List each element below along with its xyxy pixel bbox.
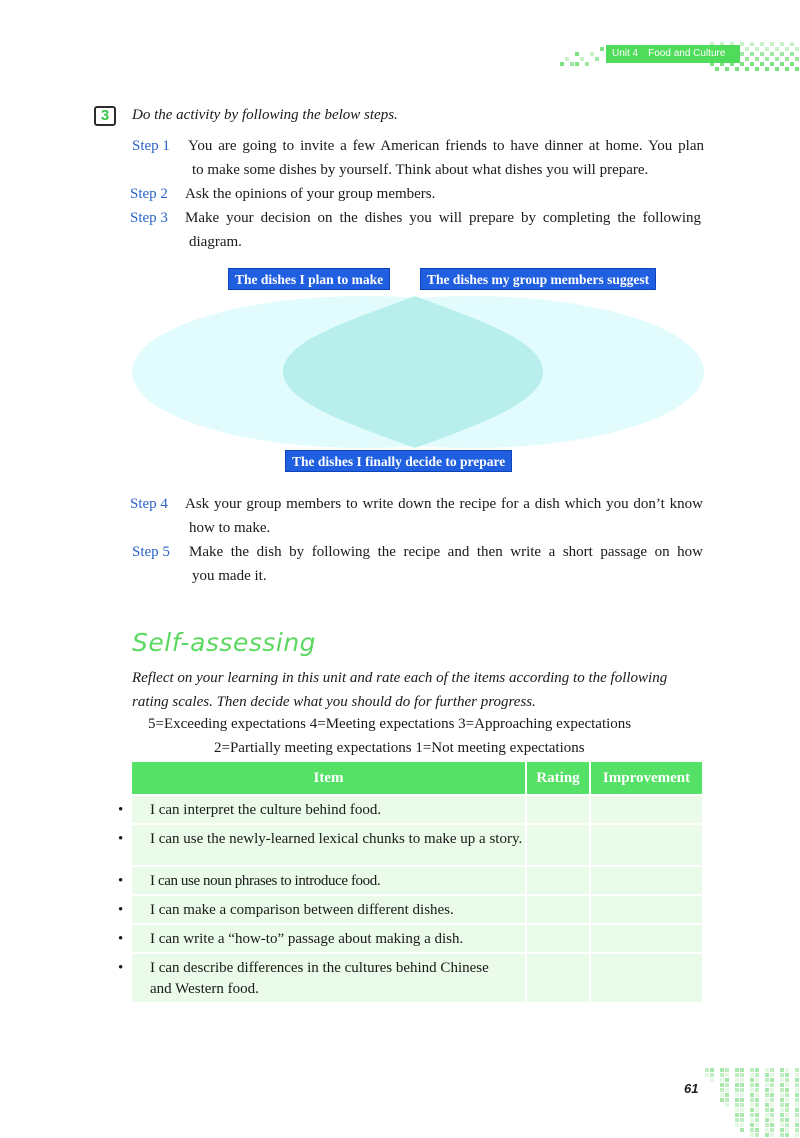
pixel-square [740, 1128, 744, 1132]
pixel-square [750, 1108, 754, 1112]
pixel-square [735, 1123, 739, 1127]
pixel-square [740, 42, 744, 46]
pixel-square [775, 47, 779, 51]
pixel-square [780, 1133, 784, 1137]
pixel-square [780, 1078, 784, 1082]
pixel-square [755, 1088, 759, 1092]
rating-cell[interactable] [526, 795, 590, 824]
pixel-square [745, 57, 749, 61]
pixel-square [785, 1093, 789, 1097]
pixel-square [750, 1068, 754, 1072]
pixel-square [725, 1098, 729, 1102]
pixel-square [785, 1118, 789, 1122]
pixel-square [770, 1083, 774, 1087]
pixel-square [755, 1073, 759, 1077]
pixel-square [750, 52, 754, 56]
pixel-square [740, 1123, 744, 1127]
pixel-square [780, 42, 784, 46]
pixel-square [740, 1108, 744, 1112]
table-row: • I can interpret the culture behind food. [132, 795, 702, 824]
pixel-square [785, 1083, 789, 1087]
pixel-square [575, 52, 579, 56]
pixel-square [780, 52, 784, 56]
pixel-square [740, 1088, 744, 1092]
pixel-square [725, 1073, 729, 1077]
pixel-square [735, 1088, 739, 1092]
pixel-square [770, 1093, 774, 1097]
pixel-square [750, 1098, 754, 1102]
pixel-square [735, 1083, 739, 1087]
pixel-square [735, 1103, 739, 1107]
step-5-line-1: Make the dish by following the recipe and then write a short passage on how [189, 544, 703, 560]
pixel-square [795, 1078, 799, 1082]
pixel-square [775, 57, 779, 61]
pixel-square [750, 1113, 754, 1117]
pixel-square [755, 57, 759, 61]
pixel-square [785, 1073, 789, 1077]
pixel-square [785, 1123, 789, 1127]
pixel-square [750, 1078, 754, 1082]
pixel-square [765, 1133, 769, 1137]
pixel-square [785, 1113, 789, 1117]
pixel-square [725, 1078, 729, 1082]
pixel-square [780, 1108, 784, 1112]
pixel-square [585, 62, 589, 66]
pixel-square [575, 62, 579, 66]
pixel-square [740, 1118, 744, 1122]
pixel-square [770, 1088, 774, 1092]
pixel-square [785, 1088, 789, 1092]
improvement-cell[interactable] [590, 795, 702, 824]
pixel-square [750, 1103, 754, 1107]
item-text: I can write a “how-to” passage about making a dish. [150, 931, 464, 947]
pixel-square [735, 1098, 739, 1102]
self-assessment-table [118, 762, 702, 1002]
pixel-square [565, 57, 569, 61]
pixel-square [795, 1108, 799, 1112]
unit-topic: Food and Culture [648, 48, 726, 59]
pixel-square [765, 1073, 769, 1077]
pixel-square [750, 62, 754, 66]
pixel-square [785, 1108, 789, 1112]
header-rating: Rating [526, 762, 590, 795]
table-row: • I can write a “how-to” passage about making a dish. [132, 924, 702, 953]
pixel-square [770, 62, 774, 66]
pixel-square [725, 1093, 729, 1097]
pixel-square [785, 1133, 789, 1137]
pixel-square [720, 1098, 724, 1102]
pixel-square [755, 1128, 759, 1132]
table-row: • I can make a comparison between different dishes. [132, 895, 702, 924]
header-improvement: Improvement [590, 762, 702, 795]
item-text: I can describe differences in the cultures behind Chinese and Western food. [150, 960, 489, 997]
pixel-square [745, 47, 749, 51]
self-assessing-title: Self-assessing [132, 628, 317, 657]
pixel-square [740, 1103, 744, 1107]
pixel-square [780, 1103, 784, 1107]
pixel-square [750, 1073, 754, 1077]
pixel-square [740, 1083, 744, 1087]
pixel-square [740, 1098, 744, 1102]
pixel-square [795, 1088, 799, 1092]
page-number: 61 [684, 1081, 699, 1096]
pixel-square [770, 1073, 774, 1077]
pixel-square [785, 47, 789, 51]
pixel-square [755, 1123, 759, 1127]
pixel-square [750, 42, 754, 46]
pixel-square [740, 62, 744, 66]
pixel-square [790, 62, 794, 66]
pixel-square [745, 67, 749, 71]
pixel-square [780, 1123, 784, 1127]
item-text: I can use noun phrases to introduce food. [150, 873, 381, 889]
improvement-cell[interactable] [590, 866, 702, 895]
pixel-square [795, 1098, 799, 1102]
pixel-square [755, 67, 759, 71]
pixel-square [765, 1103, 769, 1107]
pixel-square [795, 57, 799, 61]
pixel-square [570, 62, 574, 66]
pixel-square [770, 1108, 774, 1112]
table-header-row [132, 762, 702, 795]
rating-scale-line-1: 5=Exceeding expectations 4=Meeting expectations 3=Approaching expectations [148, 716, 632, 732]
pixel-square [725, 67, 729, 71]
pixel-square [770, 1103, 774, 1107]
pixel-square [720, 1093, 724, 1097]
pixel-square [760, 62, 764, 66]
pixel-square [755, 1103, 759, 1107]
step-2-text: Ask the opinions of your group members. [185, 186, 436, 202]
pixel-square [705, 1068, 709, 1072]
pixel-square [755, 1133, 759, 1137]
improvement-cell[interactable] [590, 895, 702, 924]
pixel-square [740, 1068, 744, 1072]
pixel-square [755, 1078, 759, 1082]
pixel-square [755, 1108, 759, 1112]
pixel-square [755, 1118, 759, 1122]
pixel-square [710, 1068, 714, 1072]
step-5-label: Step 5 [132, 544, 170, 560]
pixel-square [750, 1133, 754, 1137]
pixel-square [795, 1083, 799, 1087]
venn-bottom-label: The dishes I finally decide to prepare [285, 450, 512, 472]
pixel-square [780, 1118, 784, 1122]
pixel-square [780, 1068, 784, 1072]
pixel-square [750, 1093, 754, 1097]
pixel-square [780, 1088, 784, 1092]
pixel-square [780, 62, 784, 66]
item-text: I can make a comparison between different dishes. [150, 902, 454, 918]
pixel-square [740, 1113, 744, 1117]
pixel-square [795, 1073, 799, 1077]
pixel-square [735, 1118, 739, 1122]
pixel-square [795, 1068, 799, 1072]
pixel-square [780, 1083, 784, 1087]
pixel-square [765, 1108, 769, 1112]
table-row: • I can use noun phrases to introduce food. [132, 866, 702, 895]
improvement-cell[interactable] [590, 824, 702, 866]
pixel-square [720, 1073, 724, 1077]
step-1-label: Step 1 [132, 138, 170, 154]
pixel-square [755, 1098, 759, 1102]
pixel-square [710, 1073, 714, 1077]
pixel-square [770, 42, 774, 46]
pixel-square [765, 1068, 769, 1072]
pixel-square [720, 1088, 724, 1092]
pixel-square [760, 42, 764, 46]
rating-cell[interactable] [526, 824, 590, 866]
rating-cell[interactable] [526, 953, 590, 1002]
activity-number-badge: 3 [94, 106, 116, 126]
unit-tab [606, 45, 740, 63]
pixel-square [765, 1123, 769, 1127]
pixel-square [705, 1073, 709, 1077]
pixel-square [725, 1103, 729, 1107]
pixel-square [600, 47, 604, 51]
pixel-square [765, 57, 769, 61]
item-text: I can use the newly-learned lexical chunks to make up a story. [150, 831, 523, 847]
step-4-label: Step 4 [130, 496, 168, 512]
pixel-square [755, 1093, 759, 1097]
step-5-line-2: you made it. [192, 568, 267, 584]
pixel-square [795, 1113, 799, 1117]
pixel-square [560, 62, 564, 66]
pixel-square [780, 1098, 784, 1102]
step-4-line-1: Ask your group members to write down the recipe for a dish which you don’t know [185, 496, 703, 512]
pixel-square [765, 1088, 769, 1092]
pixel-square [765, 1078, 769, 1082]
step-1-line-2: to make some dishes by yourself. Think about what dishes you will prepare. [192, 162, 649, 178]
pixel-square [765, 1098, 769, 1102]
pixel-square [735, 1113, 739, 1117]
pixel-square [785, 1068, 789, 1072]
pixel-square [720, 1068, 724, 1072]
activity-instruction: Do the activity by following the below steps. [132, 107, 398, 123]
pixel-square [765, 1113, 769, 1117]
pixel-square [735, 1068, 739, 1072]
pixel-square [750, 1123, 754, 1127]
venn-left-label: The dishes I plan to make [228, 268, 390, 290]
pixel-square [735, 1078, 739, 1082]
step-1-line-1: You are going to invite a few American friends to have dinner at home. You plan [188, 138, 704, 154]
pixel-square [795, 1133, 799, 1137]
step-3-line-1: Make your decision on the dishes you will prepare by completing the following [185, 210, 701, 226]
pixel-square [770, 1128, 774, 1132]
rating-cell[interactable] [526, 924, 590, 953]
pixel-square [710, 1078, 714, 1082]
step-4-line-2: how to make. [189, 520, 271, 536]
pixel-square [755, 1068, 759, 1072]
pixel-square [770, 1068, 774, 1072]
pixel-square [755, 1113, 759, 1117]
pixel-square [785, 57, 789, 61]
pixel-square [765, 1083, 769, 1087]
pixel-square [795, 1118, 799, 1122]
pixel-square [785, 1103, 789, 1107]
pixel-square [765, 1118, 769, 1122]
pixel-square [595, 57, 599, 61]
table-row: • I can describe differences in the cultures behind Chinese and Western food. [132, 953, 702, 1002]
improvement-cell[interactable] [590, 924, 702, 953]
header-item: Item [132, 762, 526, 795]
pixel-square [735, 1108, 739, 1112]
step-3-line-2: diagram. [189, 234, 242, 250]
pixel-square [755, 1083, 759, 1087]
pixel-square [770, 1078, 774, 1082]
pixel-square [765, 1093, 769, 1097]
pixel-square [770, 52, 774, 56]
pixel-square [740, 1073, 744, 1077]
pixel-square [765, 67, 769, 71]
rating-cell[interactable] [526, 866, 590, 895]
pixel-square [760, 52, 764, 56]
pixel-square [735, 1093, 739, 1097]
pixel-square [795, 1103, 799, 1107]
pixel-square [755, 47, 759, 51]
item-text: I can interpret the culture behind food. [150, 802, 382, 818]
pixel-square [765, 47, 769, 51]
pixel-square [720, 1083, 724, 1087]
pixel-square [715, 67, 719, 71]
pixel-square [725, 1068, 729, 1072]
pixel-square [720, 1078, 724, 1082]
pixel-square [590, 52, 594, 56]
venn-diagram [128, 290, 708, 455]
pixel-square [780, 1128, 784, 1132]
pixel-square [785, 1128, 789, 1132]
pixel-square [770, 1098, 774, 1102]
self-assessing-intro: Reflect on your learning in this unit and rate each of the items according to the following rating scales. Then decide what you should do for further progress. [132, 670, 668, 710]
pixel-square [775, 67, 779, 71]
table-row: • I can use the newly-learned lexical chunks to make up a story. [132, 824, 702, 866]
pixel-square [795, 1123, 799, 1127]
pixel-square [750, 1118, 754, 1122]
pixel-square [795, 47, 799, 51]
venn-right-label: The dishes my group members suggest [420, 268, 656, 290]
pixel-square [750, 1083, 754, 1087]
pixel-square [785, 1098, 789, 1102]
pixel-square [580, 57, 584, 61]
pixel-square [770, 1123, 774, 1127]
pixel-square [785, 1078, 789, 1082]
pixel-square [780, 1073, 784, 1077]
pixel-square [765, 1128, 769, 1132]
pixel-square [770, 1133, 774, 1137]
pixel-square [740, 1078, 744, 1082]
step-3-label: Step 3 [130, 210, 168, 226]
rating-scale-line-2: 2=Partially meeting expectations 1=Not meeting expectations [214, 740, 585, 756]
pixel-square [790, 52, 794, 56]
pixel-square [740, 52, 744, 56]
pixel-square [795, 1128, 799, 1132]
footer-pixel-decoration [700, 1068, 800, 1138]
pixel-square [770, 1118, 774, 1122]
pixel-square [735, 1073, 739, 1077]
pixel-square [725, 1083, 729, 1087]
improvement-cell[interactable] [590, 953, 702, 1002]
pixel-square [770, 1113, 774, 1117]
rating-cell[interactable] [526, 895, 590, 924]
step-2-label: Step 2 [130, 186, 168, 202]
pixel-square [795, 67, 799, 71]
pixel-square [750, 1128, 754, 1132]
pixel-square [750, 1088, 754, 1092]
unit-number: Unit 4 [612, 48, 639, 59]
pixel-square [725, 1088, 729, 1092]
pixel-square [790, 42, 794, 46]
pixel-square [735, 67, 739, 71]
pixel-square [780, 1113, 784, 1117]
pixel-square [780, 1093, 784, 1097]
pixel-square [795, 1093, 799, 1097]
pixel-square [785, 67, 789, 71]
pixel-square [740, 1093, 744, 1097]
